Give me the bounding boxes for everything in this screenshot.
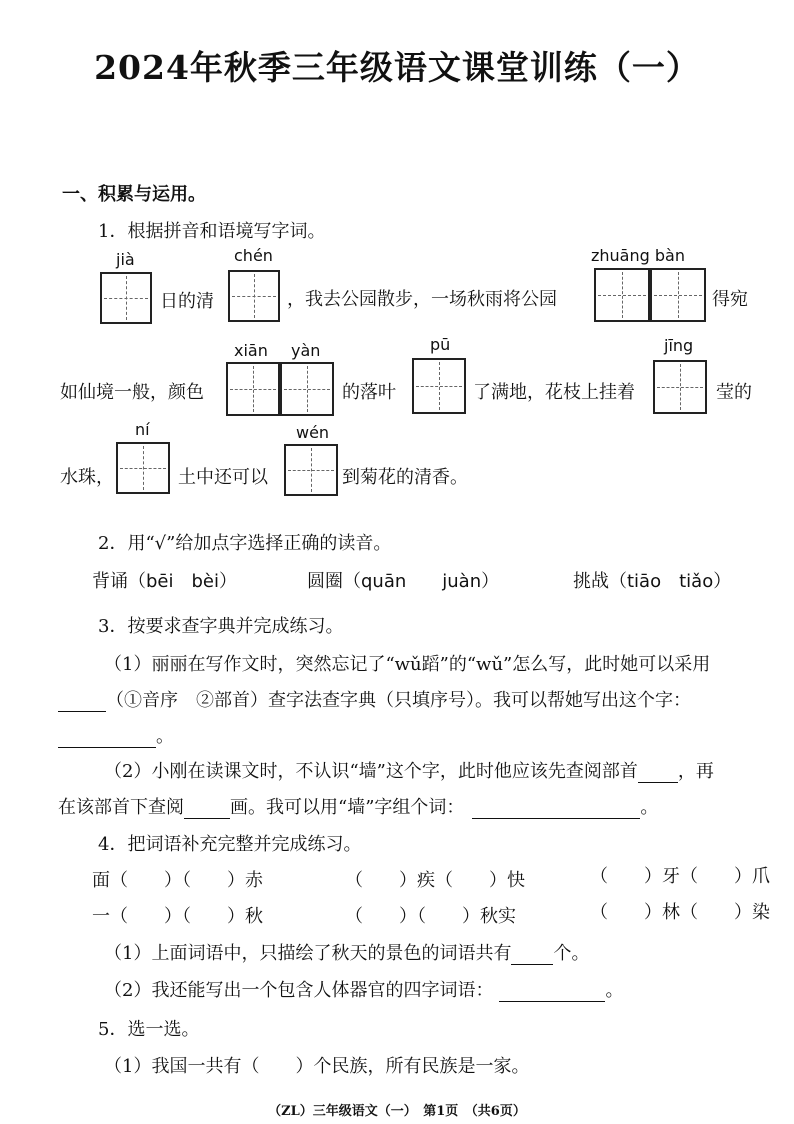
q1-text-5: 的落叶	[342, 382, 396, 403]
q4-sub1-text: （1）上面词语中，只描绘了秋天的景色的词语共有	[104, 943, 512, 964]
pinyin-zhuangban: zhuāng bàn	[591, 246, 685, 265]
answer-box-jing[interactable]	[653, 360, 707, 414]
answer-box-wen[interactable]	[284, 444, 338, 496]
idiom-5: （ ）（ ）秋实	[345, 906, 516, 927]
section-heading: 一、积累与运用。	[62, 184, 206, 205]
q1-text-4: 如仙境一般，颜色	[60, 382, 204, 403]
q3-part2-text-d: 画。我可以用“墙”字组个词：	[230, 797, 465, 818]
answer-box-pu[interactable]	[412, 358, 466, 414]
q1-text-8: 水珠，	[60, 467, 114, 488]
page-footer: （ZL）三年级语文（一） 第1页 （共6页）	[268, 1104, 526, 1119]
q1-text-3: 得宛	[712, 289, 748, 310]
q3-part1-line3	[58, 722, 174, 748]
q2-word-3: 挑战	[573, 571, 609, 592]
q4-blank-idiom[interactable]	[499, 983, 605, 1002]
answer-box-ni[interactable]	[116, 442, 170, 494]
q3-period-2: 。	[640, 797, 659, 818]
idiom-1: 面（ ）（ ）赤	[92, 870, 263, 891]
q2-options-1[interactable]: （bēi bèi）	[128, 571, 238, 592]
pinyin-jing: jīng	[664, 336, 694, 355]
q3-period-1: 。	[156, 726, 174, 747]
q1-text-6: 了满地，花枝上挂着	[473, 382, 635, 403]
q2-item-2	[307, 567, 499, 593]
answer-box-ban[interactable]	[650, 268, 706, 322]
q4-sub2-text: （2）我还能写出一个包含人体器官的四字词语：	[104, 980, 494, 1001]
q3-part2-text-a: （2）小刚在读课文时，不认识“墙”这个字，此时他应该先查阅部首	[104, 761, 638, 782]
question-1-title: 1．根据拼音和语境写字词。	[98, 221, 326, 242]
q3-part1-line1: （1）丽丽在写作文时，突然忘记了“wǔ蹈”的“wǔ”怎么写，此时她可以采用	[104, 654, 711, 675]
answer-box-jia[interactable]	[100, 272, 152, 324]
pinyin-ni: ní	[135, 420, 150, 439]
q1-text-10: 到菊花的清香。	[342, 467, 468, 488]
q3-part2-text-c: 在该部首下查阅	[58, 797, 184, 818]
idiom-2: （ ）疾（ ）快	[345, 870, 525, 891]
pinyin-xian: xiān	[234, 341, 268, 360]
q3-part2-text-b: ，再	[677, 761, 714, 782]
question-5-title: 5．选一选。	[98, 1019, 200, 1040]
question-4-title: 4．把词语补充完整并完成练习。	[98, 834, 362, 855]
q2-word-1: 背诵	[92, 571, 128, 592]
pinyin-wen: wén	[296, 423, 330, 442]
idiom-3: （ ）牙（ ）爪	[590, 866, 770, 887]
q4-sub1-tail: 个。	[553, 943, 590, 964]
q2-item-1	[92, 567, 237, 593]
page-title: 2024年秋季三年级语文课堂训练（一）	[94, 48, 700, 87]
idiom-4: 一（ ）（ ）秋	[92, 906, 263, 927]
q3-part1-text: （①音序 ②部首）查字法查字典（只填序号）。我可以帮她写出这个字：	[106, 690, 691, 711]
pinyin-pu: pū	[430, 335, 451, 354]
q2-options-2[interactable]: （quān juàn）	[343, 571, 500, 592]
q3-blank-method[interactable]	[58, 693, 106, 712]
q3-blank-strokes[interactable]	[184, 800, 230, 819]
q1-text-1: 日的清	[160, 291, 214, 312]
q1-text-7: 莹的	[716, 382, 752, 403]
q3-part1-line2	[58, 686, 691, 712]
q5-sub-1: （1）我国一共有（ ）个民族，所有民族是一家。	[104, 1056, 530, 1077]
q2-word-2: 圆圈	[307, 571, 343, 592]
pinyin-yan: yàn	[291, 341, 321, 360]
answer-box-zhuang[interactable]	[594, 268, 650, 322]
question-3-title: 3．按要求查字典并完成练习。	[98, 616, 344, 637]
q2-item-3	[573, 567, 731, 593]
q1-text-2: ，我去公园散步，一场秋雨将公园	[287, 289, 557, 310]
answer-box-yan[interactable]	[280, 362, 334, 416]
q2-options-3[interactable]: （tiāo tiǎo）	[609, 571, 732, 592]
answer-box-chen[interactable]	[228, 270, 280, 322]
answer-box-xian[interactable]	[226, 362, 280, 416]
q4-sub-2	[104, 976, 623, 1002]
pinyin-chen: chén	[234, 246, 273, 265]
question-2-title: 2．用“√”给加点字选择正确的读音。	[98, 533, 392, 554]
q3-part2-line2	[58, 793, 658, 819]
q4-sub2-tail: 。	[605, 980, 624, 1001]
q3-part2-line1	[104, 757, 714, 783]
q4-blank-count[interactable]	[511, 946, 553, 965]
q1-text-9: 土中还可以	[178, 467, 268, 488]
q3-blank-radical[interactable]	[638, 764, 678, 783]
pinyin-jia: jià	[116, 250, 135, 269]
q3-blank-character[interactable]	[58, 729, 156, 748]
q3-blank-word[interactable]	[472, 800, 640, 819]
idiom-6: （ ）林（ ）染	[590, 902, 770, 923]
q4-sub-1	[104, 939, 589, 965]
